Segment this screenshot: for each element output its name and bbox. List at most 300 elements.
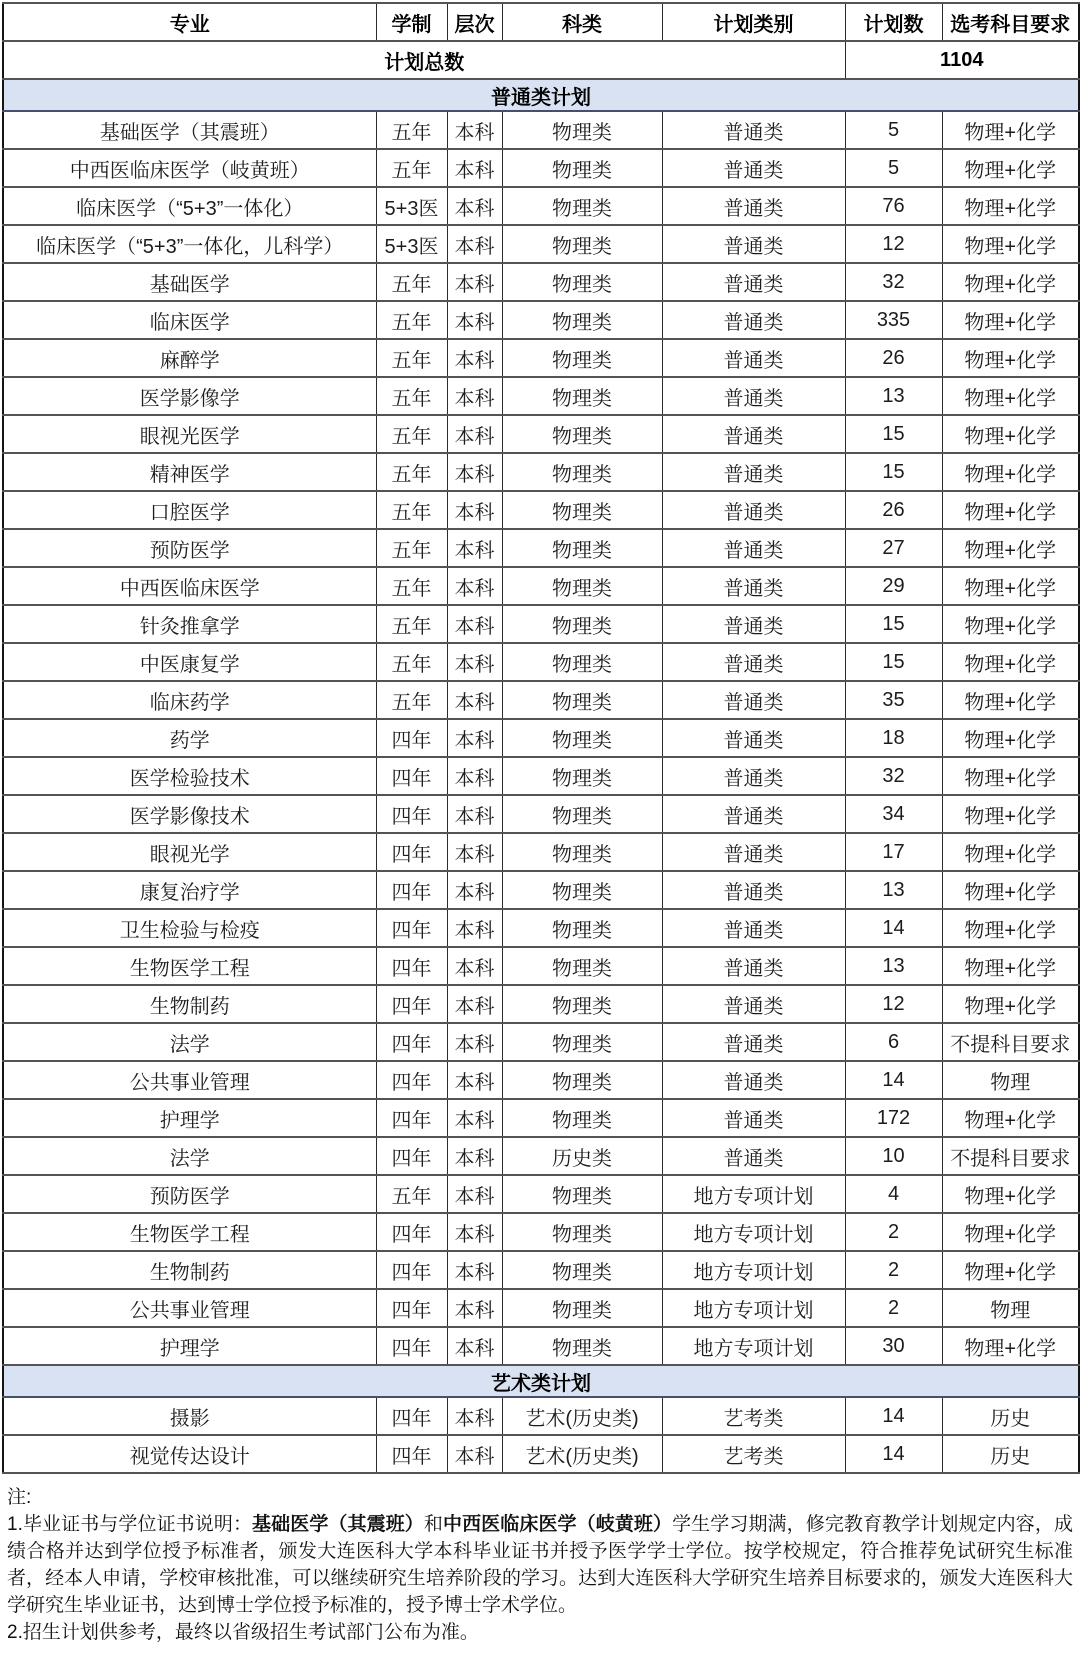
cell-subject-category: 物理类 <box>502 415 662 453</box>
cell-major: 临床药学 <box>3 681 376 719</box>
cell-plan-count: 10 <box>845 1137 942 1175</box>
cell-level: 本科 <box>447 1099 502 1137</box>
cell-subject-category: 艺术(历史类) <box>502 1435 662 1473</box>
cell-subject-requirement: 历史 <box>942 1435 1079 1473</box>
cell-plan-count: 335 <box>845 301 942 339</box>
cell-subject-requirement: 物理+化学 <box>942 871 1079 909</box>
cell-level: 本科 <box>447 339 502 377</box>
enrollment-plan-table <box>2 2 1080 1474</box>
cell-plan-count: 14 <box>845 1435 942 1473</box>
cell-level: 本科 <box>447 871 502 909</box>
cell-subject-requirement: 物理+化学 <box>942 567 1079 605</box>
cell-plan-category: 普通类 <box>662 1137 845 1175</box>
cell-subject-requirement: 物理+化学 <box>942 947 1079 985</box>
cell-plan-count: 14 <box>845 909 942 947</box>
cell-level: 本科 <box>447 1397 502 1435</box>
cell-plan-category: 普通类 <box>662 681 845 719</box>
cell-level: 本科 <box>447 1213 502 1251</box>
cell-plan-category: 普通类 <box>662 529 845 567</box>
table-row <box>3 605 1079 643</box>
cell-level: 本科 <box>447 491 502 529</box>
col-header-level: 层次 <box>447 3 502 41</box>
cell-plan-category: 普通类 <box>662 301 845 339</box>
cell-plan-count: 34 <box>845 795 942 833</box>
cell-major: 生物制药 <box>3 985 376 1023</box>
cell-plan-count: 15 <box>845 605 942 643</box>
cell-duration: 四年 <box>376 1023 447 1061</box>
cell-subject-category: 物理类 <box>502 643 662 681</box>
cell-duration: 五年 <box>376 567 447 605</box>
cell-level: 本科 <box>447 985 502 1023</box>
cell-level: 本科 <box>447 643 502 681</box>
table-row <box>3 1327 1079 1365</box>
cell-major: 医学检验技术 <box>3 757 376 795</box>
cell-duration: 四年 <box>376 1327 447 1365</box>
cell-duration: 五年 <box>376 605 447 643</box>
cell-subject-requirement: 不提科目要求 <box>942 1137 1079 1175</box>
cell-subject-requirement: 物理+化学 <box>942 909 1079 947</box>
cell-subject-category: 物理类 <box>502 1023 662 1061</box>
cell-level: 本科 <box>447 833 502 871</box>
cell-plan-count: 14 <box>845 1061 942 1099</box>
table-row <box>3 909 1079 947</box>
cell-subject-category: 物理类 <box>502 985 662 1023</box>
section-title: 艺术类计划 <box>3 1365 1079 1397</box>
col-header-plan-count: 计划数 <box>845 3 942 41</box>
cell-major: 基础医学 <box>3 263 376 301</box>
table-row <box>3 833 1079 871</box>
cell-major: 预防医学 <box>3 1175 376 1213</box>
cell-level: 本科 <box>447 415 502 453</box>
cell-subject-category: 物理类 <box>502 567 662 605</box>
cell-plan-category: 普通类 <box>662 757 845 795</box>
cell-plan-count: 32 <box>845 757 942 795</box>
cell-subject-requirement: 物理+化学 <box>942 415 1079 453</box>
table-row <box>3 1175 1079 1213</box>
cell-major: 预防医学 <box>3 529 376 567</box>
cell-level: 本科 <box>447 795 502 833</box>
cell-duration: 四年 <box>376 1289 447 1327</box>
cell-level: 本科 <box>447 301 502 339</box>
cell-level: 本科 <box>447 681 502 719</box>
cell-plan-count: 29 <box>845 567 942 605</box>
cell-major: 药学 <box>3 719 376 757</box>
cell-subject-category: 物理类 <box>502 871 662 909</box>
cell-subject-requirement: 历史 <box>942 1397 1079 1435</box>
cell-plan-category: 地方专项计划 <box>662 1213 845 1251</box>
note-1-bold-basic-medicine: 基础医学（其震班） <box>252 1514 424 1535</box>
note-1 <box>7 1511 1073 1619</box>
cell-major: 摄影 <box>3 1397 376 1435</box>
cell-duration: 五年 <box>376 339 447 377</box>
cell-plan-category: 普通类 <box>662 187 845 225</box>
table-row <box>3 719 1079 757</box>
cell-plan-count: 18 <box>845 719 942 757</box>
cell-major: 麻醉学 <box>3 339 376 377</box>
total-row <box>3 41 1079 79</box>
cell-plan-category: 地方专项计划 <box>662 1327 845 1365</box>
table-row <box>3 567 1079 605</box>
cell-major: 中医康复学 <box>3 643 376 681</box>
table-row <box>3 1435 1079 1473</box>
cell-plan-category: 普通类 <box>662 567 845 605</box>
cell-level: 本科 <box>447 947 502 985</box>
cell-subject-requirement: 物理+化学 <box>942 377 1079 415</box>
cell-major: 生物医学工程 <box>3 947 376 985</box>
table-row <box>3 1023 1079 1061</box>
table-row <box>3 453 1079 491</box>
cell-subject-requirement: 物理+化学 <box>942 301 1079 339</box>
table-row <box>3 415 1079 453</box>
cell-subject-requirement: 物理+化学 <box>942 605 1079 643</box>
cell-plan-count: 30 <box>845 1327 942 1365</box>
cell-plan-count: 5 <box>845 111 942 149</box>
cell-subject-requirement: 物理+化学 <box>942 1213 1079 1251</box>
cell-subject-requirement: 物理+化学 <box>942 1327 1079 1365</box>
notes <box>2 1474 1078 1652</box>
cell-plan-count: 2 <box>845 1213 942 1251</box>
cell-subject-requirement: 物理+化学 <box>942 263 1079 301</box>
cell-plan-count: 26 <box>845 491 942 529</box>
cell-duration: 四年 <box>376 1137 447 1175</box>
cell-plan-count: 2 <box>845 1251 942 1289</box>
cell-subject-category: 物理类 <box>502 1289 662 1327</box>
cell-subject-requirement: 物理+化学 <box>942 1099 1079 1137</box>
cell-subject-requirement: 物理+化学 <box>942 1251 1079 1289</box>
cell-subject-category: 物理类 <box>502 453 662 491</box>
cell-plan-category: 普通类 <box>662 149 845 187</box>
cell-level: 本科 <box>447 1435 502 1473</box>
cell-level: 本科 <box>447 1175 502 1213</box>
cell-plan-count: 15 <box>845 415 942 453</box>
cell-subject-requirement: 物理+化学 <box>942 111 1079 149</box>
note-1-bold-tcm-medicine: 中西医临床医学（岐黄班） <box>442 1514 673 1535</box>
cell-plan-category: 普通类 <box>662 795 845 833</box>
cell-duration: 五年 <box>376 529 447 567</box>
cell-level: 本科 <box>447 605 502 643</box>
cell-plan-category: 普通类 <box>662 947 845 985</box>
cell-plan-count: 4 <box>845 1175 942 1213</box>
cell-plan-count: 13 <box>845 947 942 985</box>
table-row <box>3 795 1079 833</box>
cell-subject-category: 物理类 <box>502 1061 662 1099</box>
cell-duration: 四年 <box>376 795 447 833</box>
cell-duration: 四年 <box>376 947 447 985</box>
cell-major: 康复治疗学 <box>3 871 376 909</box>
section-header-row <box>3 79 1079 111</box>
cell-plan-count: 2 <box>845 1289 942 1327</box>
cell-plan-category: 艺考类 <box>662 1435 845 1473</box>
cell-plan-count: 26 <box>845 339 942 377</box>
table-row <box>3 871 1079 909</box>
cell-major: 临床医学（“5+3”一体化） <box>3 187 376 225</box>
cell-plan-count: 35 <box>845 681 942 719</box>
cell-subject-category: 物理类 <box>502 719 662 757</box>
note-2: 2.招生计划供参考，最终以省级招生考试部门公布为准。 <box>7 1622 479 1643</box>
cell-plan-count: 32 <box>845 263 942 301</box>
header-row <box>3 3 1079 41</box>
cell-duration: 四年 <box>376 1099 447 1137</box>
note-1-body: 学生学习期满，修完教育教学计划规定内容，成绩合格并达到学位授予标准者，颁发大连医科大学本科毕业证书并授予医学学士学位。按学校规定，符合推荐免试研究生标准者，经本人申请，学校审核批准，可以继续研究生培养阶段的学习。达到大连医科大学研究生培养目标要求的，颁发大连医科大学研究生毕业证书，达到博士学位授予标准的，授予博士学术学位。 <box>7 1514 1073 1616</box>
note-1-prefix: 1.毕业证书与学位证书说明： <box>7 1514 253 1535</box>
cell-duration: 四年 <box>376 1397 447 1435</box>
table-row <box>3 491 1079 529</box>
cell-subject-category: 物理类 <box>502 1099 662 1137</box>
cell-major: 公共事业管理 <box>3 1061 376 1099</box>
cell-subject-category: 物理类 <box>502 187 662 225</box>
cell-major: 中西医临床医学（岐黄班） <box>3 149 376 187</box>
table-row <box>3 301 1079 339</box>
cell-duration: 五年 <box>376 149 447 187</box>
cell-duration: 四年 <box>376 1251 447 1289</box>
cell-plan-category: 普通类 <box>662 225 845 263</box>
table-row <box>3 1099 1079 1137</box>
cell-plan-category: 普通类 <box>662 415 845 453</box>
table-row <box>3 187 1079 225</box>
cell-plan-category: 地方专项计划 <box>662 1289 845 1327</box>
cell-plan-count: 14 <box>845 1397 942 1435</box>
table-row <box>3 377 1079 415</box>
table-row <box>3 947 1079 985</box>
cell-plan-count: 17 <box>845 833 942 871</box>
cell-subject-requirement: 物理+化学 <box>942 225 1079 263</box>
cell-plan-category: 普通类 <box>662 377 845 415</box>
cell-duration: 四年 <box>376 1213 447 1251</box>
cell-duration: 四年 <box>376 985 447 1023</box>
cell-plan-category: 普通类 <box>662 453 845 491</box>
cell-subject-category: 物理类 <box>502 1251 662 1289</box>
cell-subject-category: 物理类 <box>502 301 662 339</box>
table-row <box>3 1251 1079 1289</box>
note-1-conjunction: 和 <box>423 1514 443 1535</box>
notes-heading: 注: <box>7 1487 32 1508</box>
cell-duration: 五年 <box>376 263 447 301</box>
table-row <box>3 985 1079 1023</box>
cell-subject-category: 物理类 <box>502 605 662 643</box>
cell-duration: 五年 <box>376 491 447 529</box>
cell-subject-category: 物理类 <box>502 1327 662 1365</box>
cell-plan-count: 5 <box>845 149 942 187</box>
cell-plan-count: 12 <box>845 225 942 263</box>
table-row <box>3 1061 1079 1099</box>
cell-subject-requirement: 物理+化学 <box>942 643 1079 681</box>
col-header-major: 专业 <box>3 3 376 41</box>
cell-subject-requirement: 物理+化学 <box>942 187 1079 225</box>
cell-plan-count: 13 <box>845 871 942 909</box>
cell-subject-category: 物理类 <box>502 263 662 301</box>
cell-duration: 五年 <box>376 111 447 149</box>
cell-level: 本科 <box>447 1289 502 1327</box>
cell-major: 卫生检验与检疫 <box>3 909 376 947</box>
table-row <box>3 1137 1079 1175</box>
cell-duration: 四年 <box>376 871 447 909</box>
cell-plan-count: 12 <box>845 985 942 1023</box>
cell-duration: 五年 <box>376 415 447 453</box>
cell-subject-category: 物理类 <box>502 757 662 795</box>
cell-subject-category: 物理类 <box>502 339 662 377</box>
table-row <box>3 263 1079 301</box>
cell-plan-category: 普通类 <box>662 643 845 681</box>
cell-subject-category: 历史类 <box>502 1137 662 1175</box>
cell-subject-requirement: 物理 <box>942 1061 1079 1099</box>
cell-level: 本科 <box>447 719 502 757</box>
cell-duration: 四年 <box>376 757 447 795</box>
cell-level: 本科 <box>447 1023 502 1061</box>
cell-major: 护理学 <box>3 1099 376 1137</box>
cell-subject-requirement: 物理+化学 <box>942 681 1079 719</box>
cell-level: 本科 <box>447 909 502 947</box>
cell-plan-count: 27 <box>845 529 942 567</box>
table-row <box>3 1213 1079 1251</box>
cell-subject-category: 物理类 <box>502 1175 662 1213</box>
cell-level: 本科 <box>447 1061 502 1099</box>
cell-level: 本科 <box>447 529 502 567</box>
cell-level: 本科 <box>447 149 502 187</box>
cell-level: 本科 <box>447 453 502 491</box>
cell-duration: 四年 <box>376 1435 447 1473</box>
cell-plan-category: 普通类 <box>662 491 845 529</box>
cell-subject-category: 物理类 <box>502 1213 662 1251</box>
cell-plan-count: 6 <box>845 1023 942 1061</box>
cell-duration: 四年 <box>376 909 447 947</box>
cell-subject-category: 物理类 <box>502 681 662 719</box>
cell-plan-category: 普通类 <box>662 719 845 757</box>
table-row <box>3 339 1079 377</box>
cell-subject-category: 物理类 <box>502 909 662 947</box>
cell-plan-count: 172 <box>845 1099 942 1137</box>
table-row <box>3 529 1079 567</box>
cell-level: 本科 <box>447 225 502 263</box>
cell-major: 临床医学（“5+3”一体化，儿科学） <box>3 225 376 263</box>
cell-subject-category: 物理类 <box>502 225 662 263</box>
cell-duration: 四年 <box>376 1061 447 1099</box>
cell-major: 护理学 <box>3 1327 376 1365</box>
cell-plan-count: 13 <box>845 377 942 415</box>
cell-plan-category: 普通类 <box>662 263 845 301</box>
cell-level: 本科 <box>447 377 502 415</box>
cell-major: 中西医临床医学 <box>3 567 376 605</box>
cell-major: 视觉传达设计 <box>3 1435 376 1473</box>
cell-subject-requirement: 不提科目要求 <box>942 1023 1079 1061</box>
cell-duration: 五年 <box>376 1175 447 1213</box>
cell-level: 本科 <box>447 757 502 795</box>
cell-subject-requirement: 物理 <box>942 1289 1079 1327</box>
cell-plan-count: 15 <box>845 643 942 681</box>
cell-subject-requirement: 物理+化学 <box>942 491 1079 529</box>
col-header-plan-category: 计划类别 <box>662 3 845 41</box>
table-row <box>3 1289 1079 1327</box>
col-header-subject-requirement: 选考科目要求 <box>942 3 1079 41</box>
col-header-duration: 学制 <box>376 3 447 41</box>
cell-subject-requirement: 物理+化学 <box>942 339 1079 377</box>
cell-plan-category: 普通类 <box>662 605 845 643</box>
cell-major: 针灸推拿学 <box>3 605 376 643</box>
cell-subject-category: 物理类 <box>502 377 662 415</box>
cell-subject-category: 物理类 <box>502 795 662 833</box>
cell-plan-category: 地方专项计划 <box>662 1175 845 1213</box>
cell-subject-category: 物理类 <box>502 833 662 871</box>
table-row <box>3 149 1079 187</box>
cell-duration: 五年 <box>376 377 447 415</box>
cell-major: 医学影像技术 <box>3 795 376 833</box>
cell-major: 生物医学工程 <box>3 1213 376 1251</box>
cell-major: 公共事业管理 <box>3 1289 376 1327</box>
cell-plan-category: 普通类 <box>662 339 845 377</box>
cell-subject-category: 物理类 <box>502 491 662 529</box>
cell-plan-category: 艺考类 <box>662 1397 845 1435</box>
cell-major: 医学影像学 <box>3 377 376 415</box>
total-value: 1104 <box>845 41 1079 79</box>
cell-major: 眼视光医学 <box>3 415 376 453</box>
col-header-subject-category: 科类 <box>502 3 662 41</box>
cell-plan-count: 76 <box>845 187 942 225</box>
cell-duration: 四年 <box>376 719 447 757</box>
cell-subject-requirement: 物理+化学 <box>942 1175 1079 1213</box>
cell-level: 本科 <box>447 567 502 605</box>
table-row <box>3 681 1079 719</box>
table-row <box>3 643 1079 681</box>
cell-major: 精神医学 <box>3 453 376 491</box>
cell-subject-requirement: 物理+化学 <box>942 985 1079 1023</box>
cell-subject-requirement: 物理+化学 <box>942 529 1079 567</box>
cell-level: 本科 <box>447 187 502 225</box>
cell-plan-category: 普通类 <box>662 985 845 1023</box>
cell-level: 本科 <box>447 111 502 149</box>
table-row <box>3 757 1079 795</box>
cell-major: 生物制药 <box>3 1251 376 1289</box>
table-row <box>3 111 1079 149</box>
cell-subject-category: 艺术(历史类) <box>502 1397 662 1435</box>
cell-subject-category: 物理类 <box>502 947 662 985</box>
cell-subject-category: 物理类 <box>502 149 662 187</box>
cell-subject-requirement: 物理+化学 <box>942 757 1079 795</box>
cell-plan-category: 普通类 <box>662 833 845 871</box>
cell-plan-category: 普通类 <box>662 111 845 149</box>
cell-major: 法学 <box>3 1137 376 1175</box>
cell-major: 眼视光学 <box>3 833 376 871</box>
cell-plan-category: 普通类 <box>662 1023 845 1061</box>
cell-plan-category: 普通类 <box>662 1061 845 1099</box>
cell-subject-requirement: 物理+化学 <box>942 719 1079 757</box>
cell-plan-count: 15 <box>845 453 942 491</box>
cell-plan-category: 普通类 <box>662 871 845 909</box>
cell-major: 基础医学（其震班） <box>3 111 376 149</box>
cell-level: 本科 <box>447 1327 502 1365</box>
cell-major: 法学 <box>3 1023 376 1061</box>
cell-plan-category: 地方专项计划 <box>662 1251 845 1289</box>
cell-major: 临床医学 <box>3 301 376 339</box>
cell-plan-category: 普通类 <box>662 1099 845 1137</box>
cell-subject-requirement: 物理+化学 <box>942 833 1079 871</box>
cell-level: 本科 <box>447 1251 502 1289</box>
cell-duration: 四年 <box>376 833 447 871</box>
cell-subject-category: 物理类 <box>502 529 662 567</box>
cell-duration: 5+3医 <box>376 225 447 263</box>
cell-duration: 五年 <box>376 643 447 681</box>
table-row <box>3 225 1079 263</box>
section-header-row <box>3 1365 1079 1397</box>
total-label: 计划总数 <box>3 41 845 79</box>
section-title: 普通类计划 <box>3 79 1079 111</box>
cell-plan-category: 普通类 <box>662 909 845 947</box>
cell-subject-requirement: 物理+化学 <box>942 149 1079 187</box>
cell-level: 本科 <box>447 1137 502 1175</box>
cell-major: 口腔医学 <box>3 491 376 529</box>
cell-subject-category: 物理类 <box>502 111 662 149</box>
cell-level: 本科 <box>447 263 502 301</box>
cell-duration: 5+3医 <box>376 187 447 225</box>
cell-duration: 五年 <box>376 453 447 491</box>
